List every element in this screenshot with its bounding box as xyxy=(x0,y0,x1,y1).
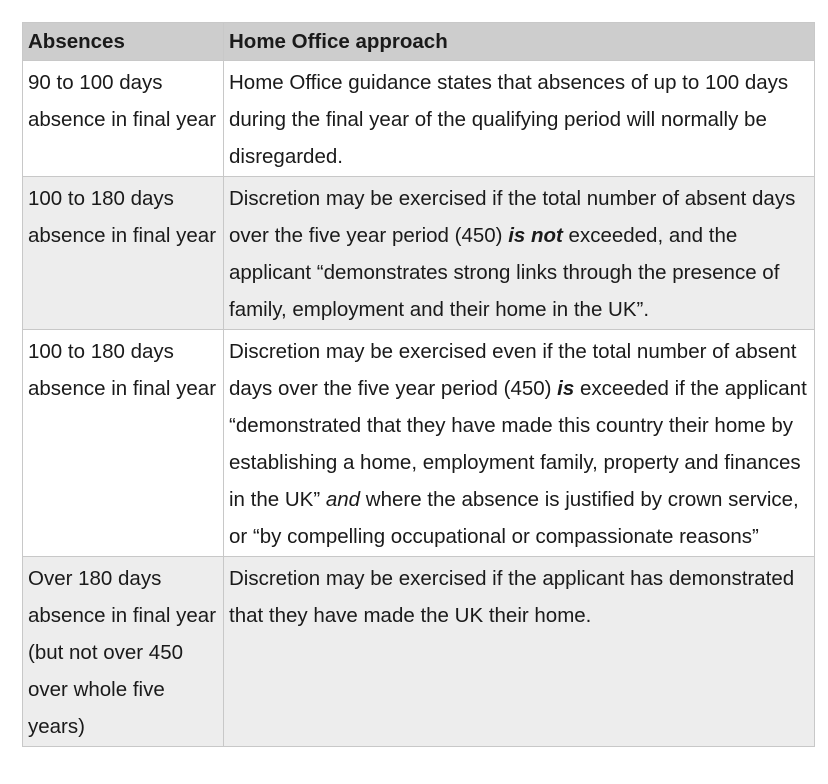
header-absences: Absences xyxy=(23,23,224,61)
approach-emphasis: is xyxy=(557,377,575,400)
table-row xyxy=(23,177,815,330)
approach-emphasis: is not xyxy=(508,224,563,247)
approach-italic: and xyxy=(325,488,361,511)
absence-cell: 100 to 180 days absence in final year xyxy=(23,177,224,330)
absence-policy-table-container xyxy=(22,22,814,747)
table-row xyxy=(23,61,815,177)
approach-text: Discretion may be exercised even if the total number of absent days over the five year period (450) xyxy=(229,340,797,400)
table-row xyxy=(23,557,815,747)
approach-cell xyxy=(224,61,815,177)
approach-cell xyxy=(224,330,815,557)
approach-text: Home Office guidance states that absences of up to 100 days during the final year of the qualifying period will normally be disregarded. xyxy=(229,71,789,168)
approach-text: exceeded if the applicant “demonstrated that they have made this country their home by establishing a home, employment family, property and finances in the UK” xyxy=(229,377,807,511)
approach-text: exceeded, and the applicant “demonstrates strong links through the presence of family, employment and their home in the UK”. xyxy=(229,224,780,321)
approach-text: where the absence is justified by crown service, or “by compelling occupational or compassionate reasons” xyxy=(229,488,799,548)
approach-text: Discretion may be exercised if the total number of absent days over the five year period (450) xyxy=(229,187,796,247)
approach-cell xyxy=(224,557,815,747)
table-row xyxy=(23,330,815,557)
absence-policy-table xyxy=(22,22,815,747)
absence-cell: Over 180 days absence in final year (but not over 450 over whole five years) xyxy=(23,557,224,747)
header-home-office-approach: Home Office approach xyxy=(224,23,815,61)
approach-cell xyxy=(224,177,815,330)
approach-text: Discretion may be exercised if the applicant has demonstrated that they have made the UK their home. xyxy=(229,567,795,627)
absence-cell: 90 to 100 days absence in final year xyxy=(23,61,224,177)
table-header-row xyxy=(23,23,815,61)
absence-cell: 100 to 180 days absence in final year xyxy=(23,330,224,557)
